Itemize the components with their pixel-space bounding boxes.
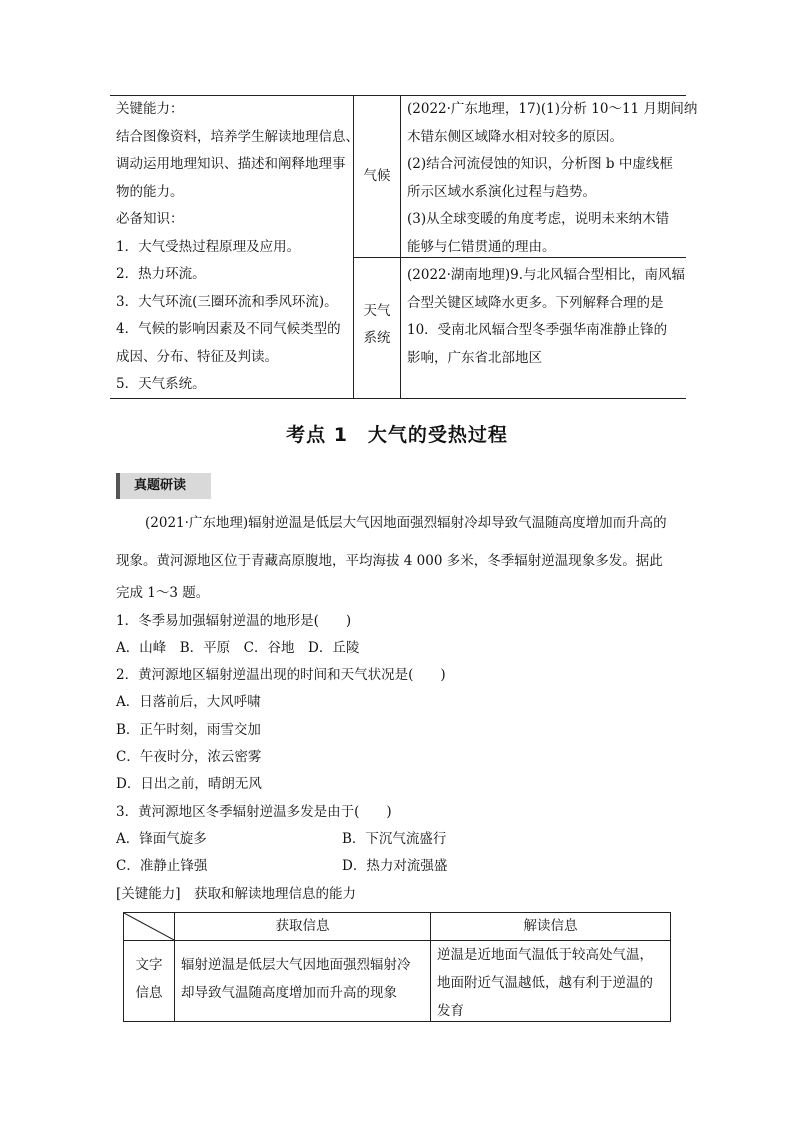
header-get-info: 获取信息 — [275, 918, 330, 934]
intro-line-1: (2021·广东地理)辐射逆温是低层大气因地面强烈辐射冷却导致气温随高度增加而升高的 — [145, 515, 667, 531]
intro-line-2: 现象。黄河源地区位于青藏高原腹地，平均海拔 4 000 多米，冬季辐射逆温现象多发。据此 — [116, 553, 663, 569]
question-2-option-d: D．日出之前，晴朗无风 — [116, 776, 262, 792]
question-2-option-b: B．正午时刻，雨雪交加 — [116, 722, 261, 738]
topic-weather-2: 系统 — [363, 330, 391, 346]
weather-questions — [407, 262, 685, 372]
left-line: 2．热力环流。 — [116, 266, 206, 282]
topic-column — [354, 96, 401, 398]
left-line: 1．大气受热过程原理及应用。 — [116, 238, 301, 255]
exam-questions-column — [401, 96, 698, 398]
question-2-option-c: C．午夜时分，浓云密雾 — [116, 749, 262, 765]
header-read-info: 解读信息 — [523, 918, 578, 934]
question-line: 所示区域水系演化过程与趋势。 — [407, 183, 596, 200]
get-info-line: 辐射逆温是低层大气因地面强烈辐射冷 — [181, 957, 411, 973]
row-label-cell — [124, 913, 175, 1021]
question-2-option-a: A．日落前后，大风呼啸 — [116, 694, 261, 710]
question-1-options: A．山峰 B．平原 C．谷地 D．丘陵 — [116, 640, 360, 656]
question-3-option-a: A．锋面气旋多 — [116, 831, 207, 847]
read-info-line: 发育 — [437, 1003, 464, 1019]
diagonal-header-line — [124, 913, 174, 940]
row-divider — [354, 257, 686, 258]
left-line: 必备知识： — [116, 211, 184, 227]
ability-knowledge-cell — [110, 96, 359, 398]
row-label-2: 信息 — [135, 985, 163, 1001]
left-line: 成因、分布、特征及判读。 — [116, 348, 278, 365]
question-line: 10．受南北风辐合型冬季强华南准静止锋的 — [407, 322, 668, 338]
get-info-text — [181, 951, 411, 1007]
question-line: 能够与仁错贯通的理由。 — [407, 238, 556, 255]
topic-weather-1: 天气 — [363, 303, 391, 319]
question-line: (2022·湖南地理)9.与北风辐合型相比，南风辐 — [407, 267, 686, 283]
read-info-line: 逆温是近地面气温低于较高处气温， — [437, 947, 653, 963]
info-table — [123, 912, 671, 1022]
key-ability-heading: [关键能力] 获取和解读地理信息的能力 — [116, 886, 357, 902]
header-divider — [124, 940, 670, 941]
question-line: (2022·广东地理，17)(1)分析 10～11 月期间纳 — [407, 101, 698, 117]
left-line: 调动运用地理知识、描述和阐释地理事 — [116, 156, 346, 172]
question-3-stem: 3．黄河源地区冬季辐射逆温多发是由于( ) — [116, 804, 392, 820]
read-info-line: 地面附近气温越低，越有利于逆温的 — [437, 975, 653, 991]
section-title: 考点 1 大气的受热过程 — [286, 424, 508, 446]
question-3-option-d: D．热力对流强盛 — [342, 858, 448, 874]
ability-knowledge-lines — [116, 96, 359, 399]
knowledge-table — [110, 95, 698, 399]
get-info-cell — [175, 913, 431, 1021]
left-line: 结合图像资料，培养学生解读地理信息、 — [116, 128, 359, 145]
question-2-stem: 2．黄河源地区辐射逆温出现的时间和天气状况是( ) — [116, 667, 446, 683]
left-line: 4．气候的影响因素及不同气候类型的 — [116, 321, 341, 337]
question-line: (3)从全球变暖的角度考虑，说明未来纳木错 — [407, 211, 670, 227]
section-badge: 真题研读 — [116, 473, 211, 499]
left-line: 5．天气系统。 — [116, 376, 206, 392]
read-info-text — [437, 941, 653, 1025]
question-line: 影响，广东省北部地区 — [407, 349, 542, 366]
left-line: 物的能力。 — [116, 183, 184, 200]
question-line: 合型关键区域降水更多。下列解释合理的是 — [407, 294, 664, 311]
question-line: 木错东侧区域降水相对较多的原因。 — [407, 128, 623, 145]
row-label-1: 文字 — [135, 957, 163, 973]
question-line: (2)结合河流侵蚀的知识，分析图 b 中虚线框 — [407, 156, 673, 172]
question-3-option-b: B．下沉气流盛行 — [342, 831, 447, 847]
left-line: 3．大气环流(三圈环流和季风环流)。 — [116, 293, 338, 310]
get-info-line: 却导致气温随高度增加而升高的现象 — [181, 985, 397, 1001]
climate-questions — [407, 96, 697, 261]
intro-line-3: 完成 1～3 题。 — [116, 585, 210, 601]
left-line: 关键能力： — [116, 101, 184, 117]
question-1-stem: 1．冬季易加强辐射逆温的地形是( ) — [116, 613, 352, 629]
read-info-cell — [431, 913, 670, 1021]
question-3-option-c: C．准静止锋强 — [116, 858, 208, 874]
topic-climate: 气候 — [363, 168, 391, 184]
